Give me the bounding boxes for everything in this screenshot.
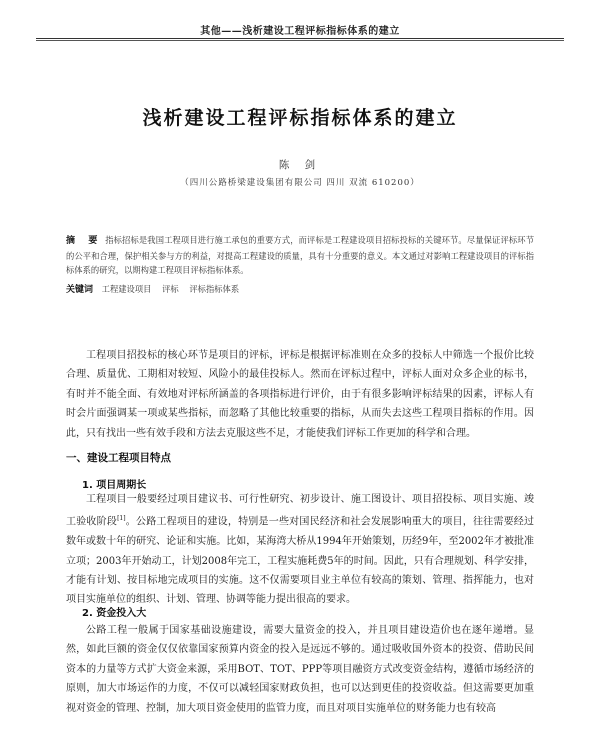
body-paragraph: 公路工程一般属于国家基础设施建设，需要大量资金的投入，并且项目建设造价也在逐年递增。显然，如此巨额的资金仅仅依靠国家预算内资金的投入是远远不够的。通过吸收国外资本的投资、借助民间资本的力量等方式扩大资金来源，采用BOT、TOT、PPP等项目融资方式改变资金结构，遵循市场经济的原则，加大市场运作的力度，不仅可以减轻国家财政负担，也可以达到更佳的投资收益。但这需要更加重视对资金的管理、控制，加大项目资金使用的监管力度，而且对项目实施单位的财务能力也有较高	[66, 625, 534, 714]
subsection-heading: 1. 项目周期长	[82, 480, 147, 491]
subsection-heading: 2. 资金投入大	[82, 608, 147, 619]
abstract-label: 摘 要	[66, 236, 103, 246]
intro-paragraph: 工程项目招投标的核心环节是项目的评标，评标是根据评标准则在众多的投标人中筛选一个报价比较合理、质量优、工期相对较短、风险小的最佳投标人。然而在评标过程中，评标人面对众多企业的标书，有时并不能全面、有效地对评标所涵盖的各项指标进行评价，由于有很多影响评标结果的因素，评标人有时会片面强调某一项或某些指标，而忽略了其他比较重要的指标，从而失去这些工程项目指标的作用。因此，只有找出一些有效手段和方法去克服这些不足，才能使我们评标工作更加的科学和合理。	[66, 350, 534, 439]
author: 陈 剑	[278, 159, 322, 171]
keyword: 评标	[162, 284, 179, 294]
body-text: 工程项目一般要经过项目建议书、可行性研究、初步设计、施工图设计、项目招投标、项目实施、竣工验收阶段	[66, 494, 534, 528]
body-paragraph	[66, 490, 534, 610]
affiliation: （四川公路桥梁建设集团有限公司 四川 双流 610200）	[180, 178, 420, 188]
running-header: 其他——浅析建设工程评标指标体系的建立	[200, 26, 400, 37]
header-rule	[36, 38, 564, 39]
header-rule-thin	[36, 40, 564, 41]
section-heading: 一、建设工程项目特点	[66, 452, 171, 464]
keywords	[66, 282, 534, 295]
keyword: 工程建设项目	[101, 284, 152, 294]
keywords-label: 关键词	[66, 285, 94, 295]
citation-ref: [1]	[117, 515, 126, 523]
article-title: 浅析建设工程评标指标体系的建立	[142, 107, 458, 129]
abstract	[66, 233, 534, 278]
keyword: 评标指标体系	[189, 284, 240, 294]
abstract-text: 指标招标是我国工程项目进行施工承包的重要方式，而评标是工程建设项目招标投标的关键环节。尽量保证评标环节的公平和合理，保护相关参与方的利益，对提高工程建设的质量，具有十分重要的意义。本文通过对影响工程建设项目的评标指标体系的研究，以期构建工程项目评标指标体系。	[66, 235, 534, 275]
body-text: 。公路工程项目的建设，特别是一些对国民经济和社会发展影响重大的项目，往往需要经过数年或数十年的研究、论证和实施。比如，某海湾大桥从1994年开始策划，历经9年，至2002年才被批准立项；2003年开始动工，计划2008年完工，工程实施耗费5年的时间。因此，只有合理规划、科学安排，才能有计划、按目标地完成项目的实施。这不仅需要项目业主单位有较高的策划、管理、指挥能力，也对项目实施单位的组织、计划、管理、协调等能力提出很高的要求。	[66, 516, 535, 606]
